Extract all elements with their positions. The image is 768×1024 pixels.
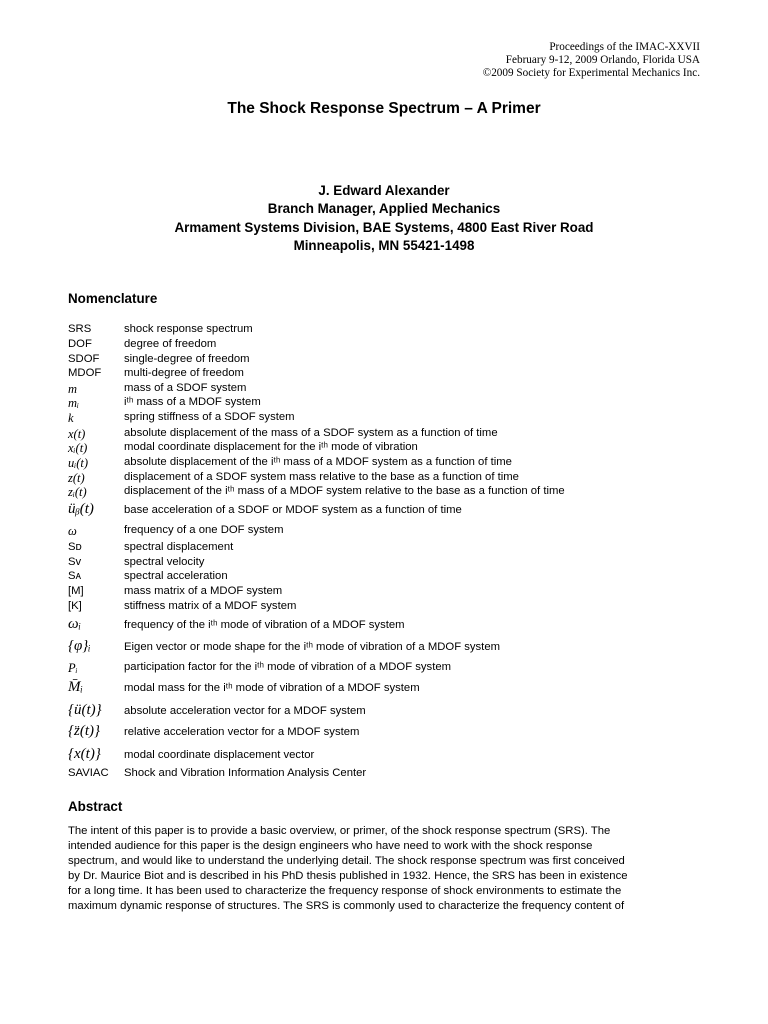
nomenclature-row <box>68 600 708 614</box>
author-location: Minneapolis, MN 55421-1498 <box>293 237 475 253</box>
nomenclature-term: DOF <box>68 338 92 350</box>
nomenclature-definition: frequency of a one DOF system <box>124 524 284 536</box>
nomenclature-definition: multi-degree of freedom <box>124 367 244 379</box>
nomenclature-term: Pᵢ <box>68 661 78 675</box>
nomenclature-definition: Shock and Vibration Information Analysis Center <box>124 767 367 779</box>
nomenclature-term: xᵢ(t) <box>68 441 88 455</box>
nomenclature-definition: absolute displacement of the mass of a SDOF system as a function of time <box>124 427 498 439</box>
nomenclature-definition: relative acceleration vector for a MDOF system <box>124 726 360 738</box>
nomenclature-definition: Eigen vector or mode shape for the iᵗʰ mode of vibration of a MDOF system <box>124 641 501 653</box>
nomenclature-row <box>68 556 708 570</box>
nomenclature-term: SDOF <box>68 353 100 365</box>
abstract-line: for a long time. It has been used to characterize the frequency response of shock environments to estimate the <box>68 885 622 897</box>
nomenclature-term: ωᵢ <box>68 616 81 632</box>
nomenclature-term: {ü(t)} <box>68 702 102 718</box>
nomenclature-row <box>68 638 708 655</box>
nomenclature-row <box>68 501 708 518</box>
nomenclature-term: SAVIAC <box>68 767 109 779</box>
nomenclature-row <box>68 456 708 470</box>
proceedings-line: Proceedings of the IMAC-XXVII <box>549 41 700 53</box>
nomenclature-definition: iᵗʰ mass of a MDOF system <box>124 396 261 408</box>
nomenclature-row <box>68 541 708 555</box>
nomenclature-row <box>68 585 708 599</box>
nomenclature-term: Sᴅ <box>68 541 82 553</box>
nomenclature-term: Sᴠ <box>68 556 82 568</box>
nomenclature-definition: absolute acceleration vector for a MDOF system <box>124 705 366 717</box>
nomenclature-row <box>68 679 708 696</box>
nomenclature-definition: mass of a SDOF system <box>124 382 247 394</box>
nomenclature-definition: base acceleration of a SDOF or MDOF system as a function of time <box>124 504 462 516</box>
nomenclature-term: {x(t)} <box>68 746 101 762</box>
nomenclature-term: ω <box>68 524 77 538</box>
nomenclature-term: üᵦ(t) <box>68 501 94 517</box>
proceedings-line: ©2009 Society for Experimental Mechanics Inc. <box>482 66 700 79</box>
abstract-line: The intent of this paper is to provide a basic overview, or primer, of the shock response spectrum (SRS). The <box>68 825 611 837</box>
nomenclature-row <box>68 702 708 719</box>
author-position: Branch Manager, Applied Mechanics <box>267 201 501 217</box>
nomenclature-row <box>68 767 708 781</box>
nomenclature-term: {φ}ᵢ <box>68 638 91 654</box>
nomenclature-definition: modal coordinate displacement vector <box>124 749 315 761</box>
nomenclature-term: z(t) <box>68 471 85 485</box>
nomenclature-term: m <box>68 382 78 396</box>
proceedings-line: February 9-12, 2009 Orlando, Florida USA <box>505 53 700 66</box>
nomenclature-row <box>68 524 708 538</box>
nomenclature-row <box>68 323 708 337</box>
nomenclature-row <box>68 396 708 410</box>
nomenclature-definition: displacement of the iᵗʰ mass of a MDOF system relative to the base as a function of time <box>124 485 565 497</box>
nomenclature-definition: spectral velocity <box>124 556 205 568</box>
paper-title: The Shock Response Spectrum – A Primer <box>227 100 541 117</box>
nomenclature-row <box>68 471 708 485</box>
nomenclature-term: {z̈(t)} <box>68 723 100 739</box>
author-block <box>0 182 768 255</box>
nomenclature-term: M̄ᵢ <box>68 679 83 695</box>
nomenclature-term: k <box>68 411 74 425</box>
nomenclature-term: SRS <box>68 323 92 335</box>
nomenclature-definition: modal mass for the iᵗʰ mode of vibration of a MDOF system <box>124 682 420 694</box>
nomenclature-term: x(t) <box>68 427 86 441</box>
nomenclature-row <box>68 485 708 499</box>
nomenclature-row <box>68 616 708 633</box>
abstract-heading: Abstract <box>68 799 123 814</box>
nomenclature-term: mᵢ <box>68 396 80 410</box>
abstract-line: maximum dynamic response of structures. The SRS is commonly used to characterize the frequency content of <box>68 900 625 912</box>
author-affiliation: Armament Systems Division, BAE Systems, 4800 East River Road <box>174 219 594 235</box>
nomenclature-definition: mass matrix of a MDOF system <box>124 585 283 597</box>
nomenclature-row <box>68 367 708 381</box>
nomenclature-definition: degree of freedom <box>124 338 217 350</box>
nomenclature-row <box>68 661 708 675</box>
nomenclature-row <box>68 338 708 352</box>
nomenclature-definition: single-degree of freedom <box>124 353 250 365</box>
nomenclature-term: MDOF <box>68 367 102 379</box>
nomenclature-heading: Nomenclature <box>68 291 158 306</box>
nomenclature-term: Sᴀ <box>68 570 82 582</box>
nomenclature-definition: shock response spectrum <box>124 323 253 335</box>
nomenclature-row <box>68 570 708 584</box>
nomenclature-definition: modal coordinate displacement for the iᵗʰ mode of vibration <box>124 441 418 453</box>
nomenclature-term: uᵢ(t) <box>68 456 89 470</box>
nomenclature-row <box>68 382 708 396</box>
author-name: J. Edward Alexander <box>318 183 450 198</box>
nomenclature-row <box>68 723 708 740</box>
nomenclature-definition: spectral acceleration <box>124 570 228 582</box>
abstract-line: intended audience for this paper is the design engineers who have need to work with the shock response <box>68 840 593 852</box>
nomenclature-row <box>68 427 708 441</box>
nomenclature-row <box>68 353 708 367</box>
nomenclature-definition: absolute displacement of the iᵗʰ mass of a MDOF system as a function of time <box>124 456 512 468</box>
nomenclature-definition: spectral displacement <box>124 541 234 553</box>
nomenclature-row <box>68 411 708 425</box>
nomenclature-definition: displacement of a SDOF system mass relative to the base as a function of time <box>124 471 519 483</box>
abstract-line: by Dr. Maurice Biot and is described in his PhD thesis published in 1932. Hence, the SRS has been in existence <box>68 870 628 882</box>
nomenclature-term: [K] <box>68 600 82 612</box>
abstract-line: spectrum, and would like to understand the underlying detail. The shock response spectrum was first conceived <box>68 855 625 867</box>
nomenclature-term: [M] <box>68 585 84 597</box>
nomenclature-definition: participation factor for the iᵗʰ mode of vibration of a MDOF system <box>124 661 452 673</box>
nomenclature-term: zᵢ(t) <box>68 485 87 499</box>
nomenclature-definition: stiffness matrix of a MDOF system <box>124 600 297 612</box>
nomenclature-definition: spring stiffness of a SDOF system <box>124 411 295 423</box>
nomenclature-row <box>68 441 708 455</box>
nomenclature-row <box>68 746 708 763</box>
nomenclature-definition: frequency of the iᵗʰ mode of vibration of a MDOF system <box>124 619 405 631</box>
proceedings-header <box>380 41 700 79</box>
abstract-body <box>68 824 700 914</box>
